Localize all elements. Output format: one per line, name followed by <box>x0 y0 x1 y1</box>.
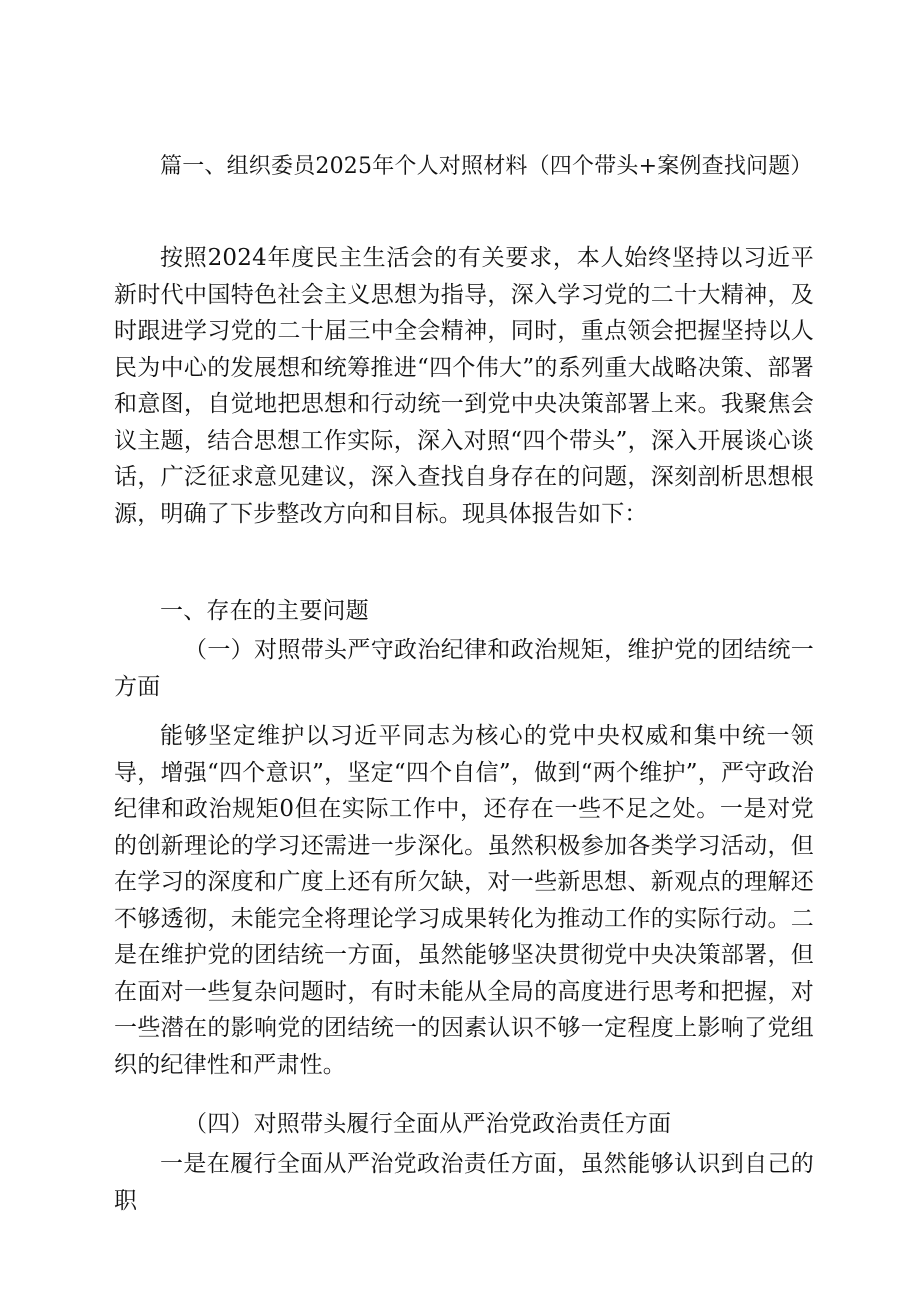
subsection-4-paragraph: 一是在履行全面从严治党政治责任方面，虽然能够认识到自己的职 <box>114 1151 814 1214</box>
intro-paragraph: 按照2024年度民主生活会的有关要求，本人始终坚持以习近平新时代中国特色社会主义思想为指导，深入学习党的二十大精神，及时跟进学习党的二十届三中全会精神，同时，重点领会把握坚持以人民为中心的发展想和统筹推进“四个伟大”的系列重大战略决策、部署和意图，自觉地把思想和行动统一到党中央决策部署上来。我聚焦会议主题，结合思想工作实际，深入对照“四个带头”，深入开展谈心谈话，广泛征求意见建议，深入查找自身存在的问题，深刻剖析思想根源，明确了下步整改方向和目标。现具体报告如下： <box>114 245 814 527</box>
subsection-4-heading: （四）对照带头履行全面从严治党政治责任方面 <box>184 1111 672 1137</box>
section-1-heading: 一、存在的主要问题 <box>160 598 369 624</box>
subsection-1-paragraph: 能够坚定维护以习近平同志为核心的党中央权威和集中统一领导，增强“四个意识”，坚定“四个自信”，做到“两个维护”，严守政治纪律和政治规矩0但在实际工作中，还存在一些不足之处。一是对党的创新理论的学习还需进一步深化。虽然积极参加各类学习活动，但在学习的深度和广度上还有所欠缺，对一些新思想、新观点的理解还不够透彻，未能完全将理论学习成果转化为推动工作的实际行动。二是在维护党的团结统一方面，虽然能够坚决贯彻党中央决策部署，但在面对一些复杂问题时，有时未能从全局的高度进行思考和把握，对一些潜在的影响党的团结统一的因素认识不够一定程度上影响了党组织的纪律性和严肃性。 <box>114 723 814 1078</box>
subsection-1-heading: （一）对照带头严守政治纪律和政治规矩，维护党的团结统一方面 <box>114 637 814 700</box>
document-title: 篇一、组织委员2025年个人对照材料（四个带头+案例查找问题） <box>160 154 813 179</box>
